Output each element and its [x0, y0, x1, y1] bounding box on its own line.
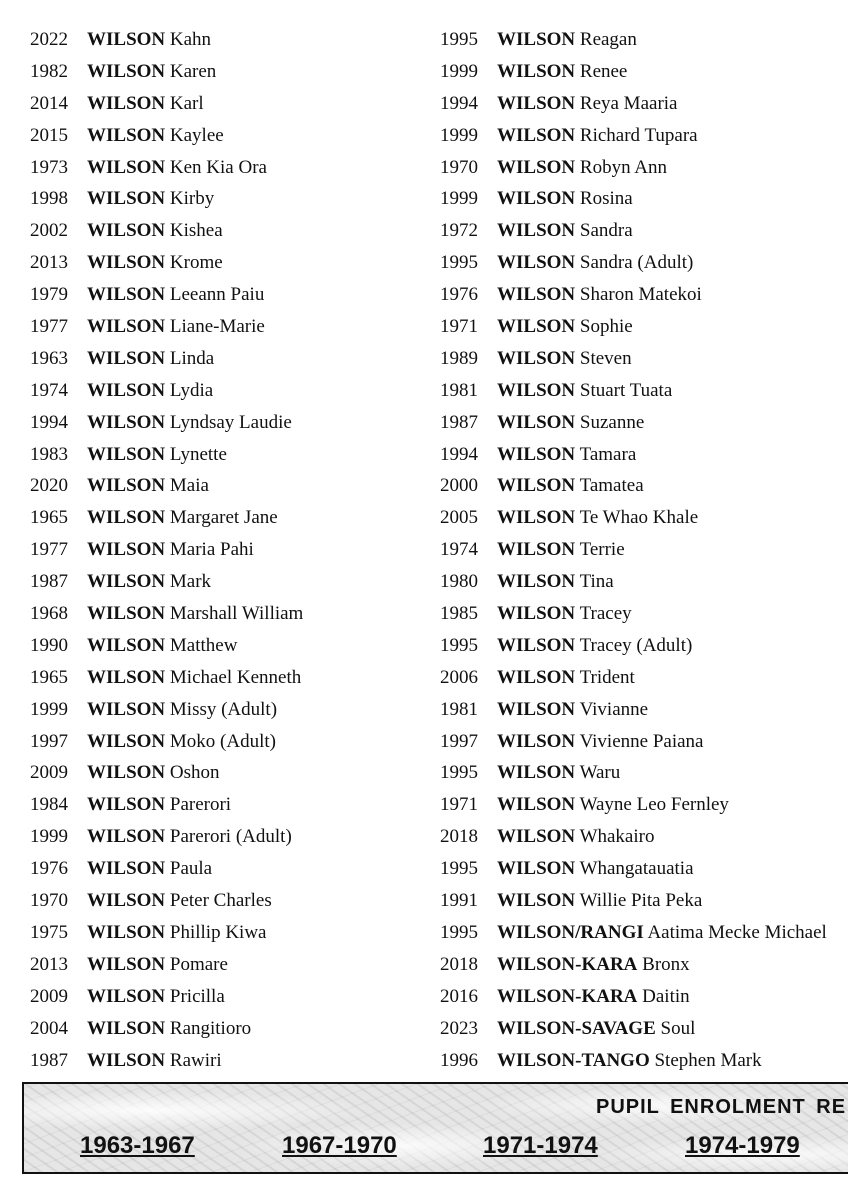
surname: WILSON	[87, 1017, 166, 1039]
given-names: Missy (Adult)	[169, 698, 278, 720]
surname: WILSON	[87, 29, 166, 50]
surname: WILSON	[87, 411, 166, 433]
enrolment-year: 2014	[30, 92, 68, 114]
list-item	[30, 502, 430, 534]
surname: WILSON	[87, 124, 166, 146]
enrolment-year: 2013	[30, 953, 68, 975]
enrolment-year: 1963	[30, 347, 68, 369]
list-item	[440, 662, 848, 694]
given-names: Sandra (Adult)	[579, 252, 694, 274]
enrolment-year: 1999	[30, 826, 68, 848]
surname: WILSON	[497, 156, 576, 178]
surname: WILSON-TANGO	[497, 1049, 650, 1071]
enrolment-year: 1974	[440, 539, 478, 561]
list-item	[30, 789, 430, 821]
surname: WILSON	[87, 347, 166, 369]
given-names: Lynette	[169, 443, 227, 465]
given-names: Phillip Kiwa	[169, 921, 267, 943]
list-item	[30, 439, 430, 471]
list-item	[440, 311, 848, 343]
list-item	[440, 1013, 848, 1045]
enrolment-year: 1965	[30, 507, 68, 529]
enrolment-year: 2022	[30, 29, 68, 50]
surname: WILSON	[87, 634, 166, 656]
list-item	[440, 694, 848, 726]
footer-banner	[22, 1082, 848, 1174]
given-names: Kirby	[169, 188, 215, 210]
list-item	[440, 981, 848, 1013]
given-names: Linda	[169, 347, 215, 369]
given-names: Maia	[169, 475, 209, 497]
given-names: Daitin	[642, 985, 690, 1007]
enrolment-year: 1994	[30, 411, 68, 433]
list-item	[440, 88, 848, 120]
enrolment-year: 2013	[30, 252, 68, 274]
given-names: Willie Pita Peka	[579, 890, 703, 912]
list-item	[440, 885, 848, 917]
surname: WILSON	[497, 634, 576, 656]
enrolment-year: 1985	[440, 603, 478, 625]
given-names: Rangitioro	[169, 1017, 252, 1039]
given-names: Richard Tupara	[579, 124, 698, 146]
surname: WILSON	[87, 252, 166, 274]
given-names: Moko (Adult)	[169, 730, 276, 752]
list-item	[440, 917, 848, 949]
enrolment-year: 2018	[440, 953, 478, 975]
list-item	[30, 694, 430, 726]
surname: WILSON	[87, 826, 166, 848]
given-names: Karen	[169, 60, 217, 82]
given-names: Wayne Leo Fernley	[579, 794, 729, 816]
surname: WILSON	[87, 507, 166, 529]
surname: WILSON	[87, 60, 166, 82]
enrolment-year: 1977	[30, 316, 68, 338]
surname: WILSON	[87, 379, 166, 401]
enrolment-year: 2005	[440, 507, 478, 529]
right-column	[440, 24, 848, 1076]
enrolment-year: 1976	[30, 858, 68, 880]
surname: WILSON	[87, 443, 166, 465]
surname: WILSON	[87, 921, 166, 943]
list-item	[30, 56, 430, 88]
link-1974-1979[interactable]: 1974-1979	[685, 1132, 800, 1159]
surname: WILSON	[497, 603, 576, 625]
list-item	[440, 183, 848, 215]
surname: WILSON	[87, 539, 166, 561]
list-item	[440, 853, 848, 885]
enrolment-year: 1995	[440, 762, 478, 784]
list-item	[30, 24, 430, 56]
list-item	[30, 981, 430, 1013]
surname: WILSON	[87, 475, 166, 497]
surname: WILSON	[87, 188, 166, 210]
enrolment-list	[0, 24, 848, 1080]
surname: WILSON-SAVAGE	[497, 1017, 656, 1039]
surname: WILSON/RANGI	[497, 921, 644, 943]
list-item	[440, 1045, 848, 1077]
enrolment-year: 1975	[30, 921, 68, 943]
surname: WILSON	[497, 698, 576, 720]
given-names: Mark	[169, 571, 212, 593]
list-item	[30, 375, 430, 407]
surname: WILSON	[497, 443, 576, 465]
list-item	[440, 757, 848, 789]
given-names: Soul	[660, 1017, 696, 1039]
left-column	[30, 24, 430, 1076]
enrolment-year: 1995	[440, 921, 478, 943]
enrolment-year: 1999	[440, 124, 478, 146]
surname: WILSON	[497, 475, 576, 497]
given-names: Sandra	[579, 220, 633, 242]
list-item	[440, 152, 848, 184]
surname: WILSON	[87, 666, 166, 688]
given-names: Vivienne Paiana	[579, 730, 704, 752]
enrolment-year: 1995	[440, 29, 478, 50]
enrolment-year: 2018	[440, 826, 478, 848]
enrolment-year: 2000	[440, 475, 478, 497]
surname: WILSON	[497, 92, 576, 114]
given-names: Suzanne	[579, 411, 645, 433]
surname: WILSON	[87, 730, 166, 752]
list-item	[440, 566, 848, 598]
surname: WILSON	[497, 316, 576, 338]
given-names: Paula	[169, 858, 213, 880]
enrolment-year: 2023	[440, 1017, 478, 1039]
given-names: Kaylee	[169, 124, 224, 146]
given-names: Trident	[579, 666, 635, 688]
list-item	[30, 247, 430, 279]
surname: WILSON	[497, 507, 576, 529]
enrolment-year: 1981	[440, 379, 478, 401]
given-names: Reya Maaria	[579, 92, 678, 114]
given-names: Matthew	[169, 634, 238, 656]
enrolment-year: 2016	[440, 985, 478, 1007]
surname: WILSON	[497, 730, 576, 752]
footer-title: PUPIL ENROLMENT RE	[596, 1096, 847, 1118]
list-item	[440, 534, 848, 566]
surname: WILSON	[87, 698, 166, 720]
surname: WILSON	[497, 60, 576, 82]
given-names: Lydia	[169, 379, 214, 401]
given-names: Kahn	[169, 29, 212, 50]
surname: WILSON	[87, 985, 166, 1007]
given-names: Renee	[579, 60, 628, 82]
surname: WILSON	[87, 890, 166, 912]
enrolment-year: 2002	[30, 220, 68, 242]
list-item	[440, 24, 848, 56]
list-item	[30, 726, 430, 758]
given-names: Tracey	[579, 603, 632, 625]
surname: WILSON	[497, 826, 576, 848]
given-names: Rosina	[579, 188, 633, 210]
list-item	[440, 630, 848, 662]
list-item	[440, 56, 848, 88]
given-names: Bronx	[642, 953, 690, 975]
list-item	[30, 279, 430, 311]
list-item	[30, 183, 430, 215]
enrolment-year: 1987	[30, 1049, 68, 1071]
enrolment-year: 2020	[30, 475, 68, 497]
enrolment-year: 1994	[440, 443, 478, 465]
list-item	[440, 247, 848, 279]
given-names: Sophie	[579, 316, 633, 338]
surname: WILSON	[87, 762, 166, 784]
enrolment-year: 1995	[440, 634, 478, 656]
surname: WILSON	[87, 220, 166, 242]
given-names: Waru	[579, 762, 621, 784]
enrolment-year: 1965	[30, 666, 68, 688]
list-item	[30, 470, 430, 502]
enrolment-year: 1990	[30, 634, 68, 656]
given-names: Whangatauatia	[579, 858, 694, 880]
enrolment-year: 1996	[440, 1049, 478, 1071]
surname: WILSON	[87, 794, 166, 816]
surname: WILSON	[497, 890, 576, 912]
enrolment-year: 1974	[30, 379, 68, 401]
given-names: Leeann Paiu	[169, 284, 265, 306]
given-names: Te Whao Khale	[579, 507, 699, 529]
enrolment-year: 1991	[440, 890, 478, 912]
surname: WILSON	[87, 953, 166, 975]
enrolment-year: 1971	[440, 794, 478, 816]
given-names: Maria Pahi	[169, 539, 254, 561]
list-item	[30, 152, 430, 184]
list-item	[440, 726, 848, 758]
surname: WILSON	[497, 762, 576, 784]
enrolment-year: 1999	[440, 188, 478, 210]
list-item	[440, 470, 848, 502]
surname: WILSON-KARA	[497, 953, 638, 975]
enrolment-year: 1997	[440, 730, 478, 752]
given-names: Stephen Mark	[654, 1049, 762, 1071]
list-item	[30, 534, 430, 566]
list-item	[30, 343, 430, 375]
given-names: Sharon Matekoi	[579, 284, 702, 306]
link-1967-1970[interactable]: 1967-1970	[282, 1132, 397, 1159]
enrolment-year: 1976	[440, 284, 478, 306]
list-item	[440, 343, 848, 375]
enrolment-year: 1968	[30, 603, 68, 625]
list-item	[440, 789, 848, 821]
list-item	[440, 279, 848, 311]
given-names: Peter Charles	[169, 890, 272, 912]
surname: WILSON	[87, 284, 166, 306]
enrolment-year: 1973	[30, 156, 68, 178]
given-names: Tamara	[579, 443, 637, 465]
given-names: Robyn Ann	[579, 156, 667, 178]
list-item	[30, 88, 430, 120]
enrolment-year: 2009	[30, 985, 68, 1007]
enrolment-year: 1987	[440, 411, 478, 433]
surname: WILSON	[497, 379, 576, 401]
surname: WILSON	[497, 252, 576, 274]
surname: WILSON	[497, 411, 576, 433]
list-item	[30, 949, 430, 981]
list-item	[440, 949, 848, 981]
given-names: Parerori (Adult)	[169, 826, 292, 848]
enrolment-year: 1979	[30, 284, 68, 306]
list-item	[440, 598, 848, 630]
enrolment-year: 1995	[440, 252, 478, 274]
given-names: Tina	[579, 571, 614, 593]
list-item	[30, 598, 430, 630]
given-names: Rawiri	[169, 1049, 222, 1071]
given-names: Stuart Tuata	[579, 379, 673, 401]
given-names: Pricilla	[169, 985, 225, 1007]
given-names: Lyndsay Laudie	[169, 411, 292, 433]
enrolment-year: 1970	[440, 156, 478, 178]
list-item	[30, 311, 430, 343]
list-item	[30, 1013, 430, 1045]
list-item	[440, 439, 848, 471]
enrolment-year: 1984	[30, 794, 68, 816]
enrolment-year: 1997	[30, 730, 68, 752]
list-item	[30, 120, 430, 152]
surname: WILSON	[497, 188, 576, 210]
given-names: Tamatea	[579, 475, 644, 497]
surname: WILSON-KARA	[497, 985, 638, 1007]
list-item	[30, 821, 430, 853]
enrolment-year: 1983	[30, 443, 68, 465]
list-item	[30, 407, 430, 439]
link-1963-1967[interactable]: 1963-1967	[80, 1132, 195, 1159]
given-names: Michael Kenneth	[169, 666, 302, 688]
given-names: Liane-Marie	[169, 316, 265, 338]
list-item	[30, 1045, 430, 1077]
surname: WILSON	[497, 571, 576, 593]
link-1971-1974[interactable]: 1971-1974	[483, 1132, 598, 1159]
given-names: Ken Kia Ora	[169, 156, 267, 178]
enrolment-year: 1989	[440, 347, 478, 369]
given-names: Krome	[169, 252, 223, 274]
list-item	[440, 375, 848, 407]
surname: WILSON	[87, 156, 166, 178]
enrolment-year: 1987	[30, 571, 68, 593]
given-names: Pomare	[169, 953, 228, 975]
surname: WILSON	[497, 347, 576, 369]
list-item	[440, 502, 848, 534]
list-item	[30, 757, 430, 789]
enrolment-year: 1982	[30, 60, 68, 82]
surname: WILSON	[87, 603, 166, 625]
given-names: Terrie	[579, 539, 625, 561]
enrolment-year: 1994	[440, 92, 478, 114]
given-names: Parerori	[169, 794, 232, 816]
enrolment-year: 1999	[440, 60, 478, 82]
enrolment-year: 2004	[30, 1017, 68, 1039]
given-names: Reagan	[579, 29, 637, 50]
given-names: Tracey (Adult)	[579, 634, 693, 656]
surname: WILSON	[87, 92, 166, 114]
surname: WILSON	[87, 316, 166, 338]
surname: WILSON	[497, 666, 576, 688]
enrolment-year: 1999	[30, 698, 68, 720]
enrolment-year: 1971	[440, 316, 478, 338]
given-names: Margaret Jane	[169, 507, 278, 529]
surname: WILSON	[497, 539, 576, 561]
list-item	[30, 853, 430, 885]
given-names: Marshall William	[169, 603, 304, 625]
surname: WILSON	[87, 858, 166, 880]
surname: WILSON	[87, 1049, 166, 1071]
enrolment-year: 1972	[440, 220, 478, 242]
enrolment-year: 1977	[30, 539, 68, 561]
enrolment-year: 1980	[440, 571, 478, 593]
given-names: Kishea	[169, 220, 223, 242]
given-names: Karl	[169, 92, 204, 114]
surname: WILSON	[497, 124, 576, 146]
list-item	[30, 630, 430, 662]
enrolment-year: 1995	[440, 858, 478, 880]
enrolment-year: 1970	[30, 890, 68, 912]
list-item	[440, 120, 848, 152]
surname: WILSON	[87, 571, 166, 593]
given-names: Aatima Mecke Michael	[647, 921, 827, 943]
list-item	[30, 917, 430, 949]
surname: WILSON	[497, 220, 576, 242]
enrolment-year: 1981	[440, 698, 478, 720]
surname: WILSON	[497, 858, 576, 880]
given-names: Whakairo	[579, 826, 655, 848]
enrolment-year: 1998	[30, 188, 68, 210]
list-item	[440, 407, 848, 439]
given-names: Oshon	[169, 762, 220, 784]
surname: WILSON	[497, 29, 576, 50]
enrolment-year: 2009	[30, 762, 68, 784]
enrolment-year: 2006	[440, 666, 478, 688]
surname: WILSON	[497, 284, 576, 306]
list-item	[440, 215, 848, 247]
list-item	[440, 821, 848, 853]
list-item	[30, 662, 430, 694]
enrolment-year: 2015	[30, 124, 68, 146]
list-item	[30, 215, 430, 247]
list-item	[30, 885, 430, 917]
list-item	[30, 566, 430, 598]
given-names: Steven	[579, 347, 632, 369]
given-names: Vivianne	[579, 698, 649, 720]
surname: WILSON	[497, 794, 576, 816]
